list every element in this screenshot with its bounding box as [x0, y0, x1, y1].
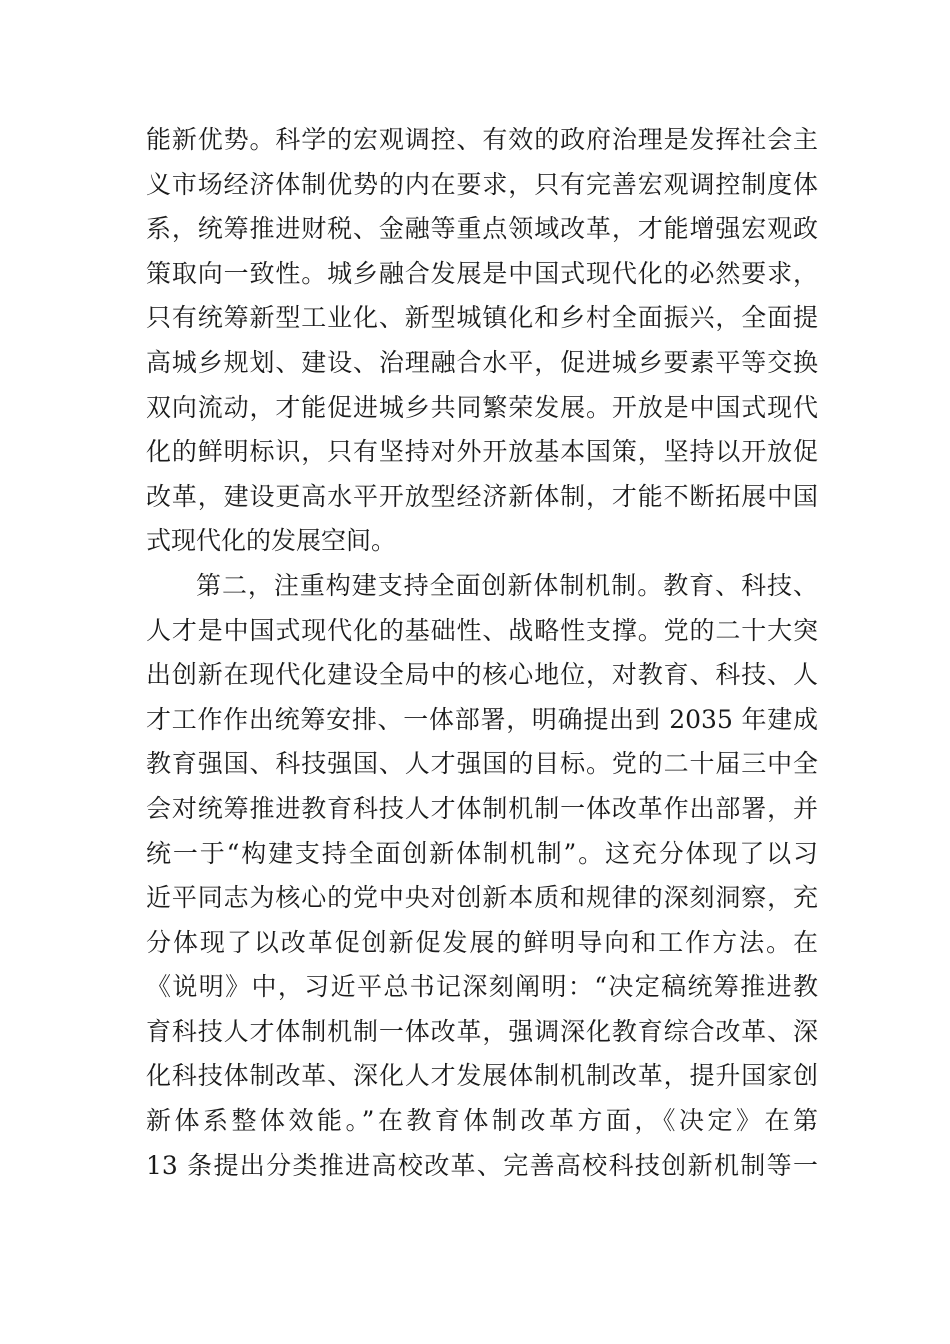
text-line: 近平同志为核心的党中央对创新本质和规律的深刻洞察，充 [146, 883, 818, 913]
text-line: 人才是中国式现代化的基础性、战略性支撑。党的二十大突 [146, 615, 818, 645]
text-line: 才工作作出统筹安排、一体部署，明确提出到 2035 年建成 [146, 704, 818, 734]
text-line: 双向流动，才能促进城乡共同繁荣发展。开放是中国式现代 [146, 392, 818, 422]
text-line: 新体系整体效能。”在教育体制改革方面，《决定》在第 [146, 1106, 818, 1136]
text-line: 只有统筹新型工业化、新型城镇化和乡村全面振兴，全面提 [146, 303, 818, 333]
text-line: 《说明》中，习近平总书记深刻阐明：“决定稿统筹推进教 [146, 972, 818, 1002]
text-line: 义市场经济体制优势的内在要求，只有完善宏观调控制度体 [146, 169, 818, 199]
text-line: 教育强国、科技强国、人才强国的目标。党的二十届三中全 [146, 749, 818, 779]
text-line: 统一于“构建支持全面创新体制机制”。这充分体现了以习 [146, 838, 818, 868]
text-line: 会对统筹推进教育科技人才体制机制一体改革作出部署，并 [146, 793, 818, 823]
paragraph-1 [146, 118, 818, 564]
text-line: 系，统筹推进财税、金融等重点领域改革，才能增强宏观政 [146, 214, 818, 244]
text-line: 式现代化的发展空间。 [146, 526, 397, 556]
text-line: 化的鲜明标识，只有坚持对外开放基本国策，坚持以开放促 [146, 437, 818, 467]
text-line: 第二，注重构建支持全面创新体制机制。教育、科技、 [196, 570, 818, 600]
text-line: 策取向一致性。城乡融合发展是中国式现代化的必然要求， [146, 258, 818, 288]
body-text [146, 118, 818, 1188]
text-line: 化科技体制改革、深化人才发展体制机制改革，提升国家创 [146, 1061, 818, 1091]
paragraph-2 [146, 564, 818, 1188]
text-line: 改革，建设更高水平开放型经济新体制，才能不断拓展中国 [146, 481, 818, 511]
text-line: 高城乡规划、建设、治理融合水平，促进城乡要素平等交换 [146, 347, 818, 377]
text-line: 出创新在现代化建设全局中的核心地位，对教育、科技、人 [146, 660, 818, 690]
text-line: 分体现了以改革促创新促发展的鲜明导向和工作方法。在 [146, 927, 818, 957]
text-line: 育科技人才体制机制一体改革，强调深化教育综合改革、深 [146, 1016, 818, 1046]
text-line: 13 条提出分类推进高校改革、完善高校科技创新机制等一 [146, 1150, 818, 1180]
text-line: 能新优势。科学的宏观调控、有效的政府治理是发挥社会主 [146, 125, 818, 154]
